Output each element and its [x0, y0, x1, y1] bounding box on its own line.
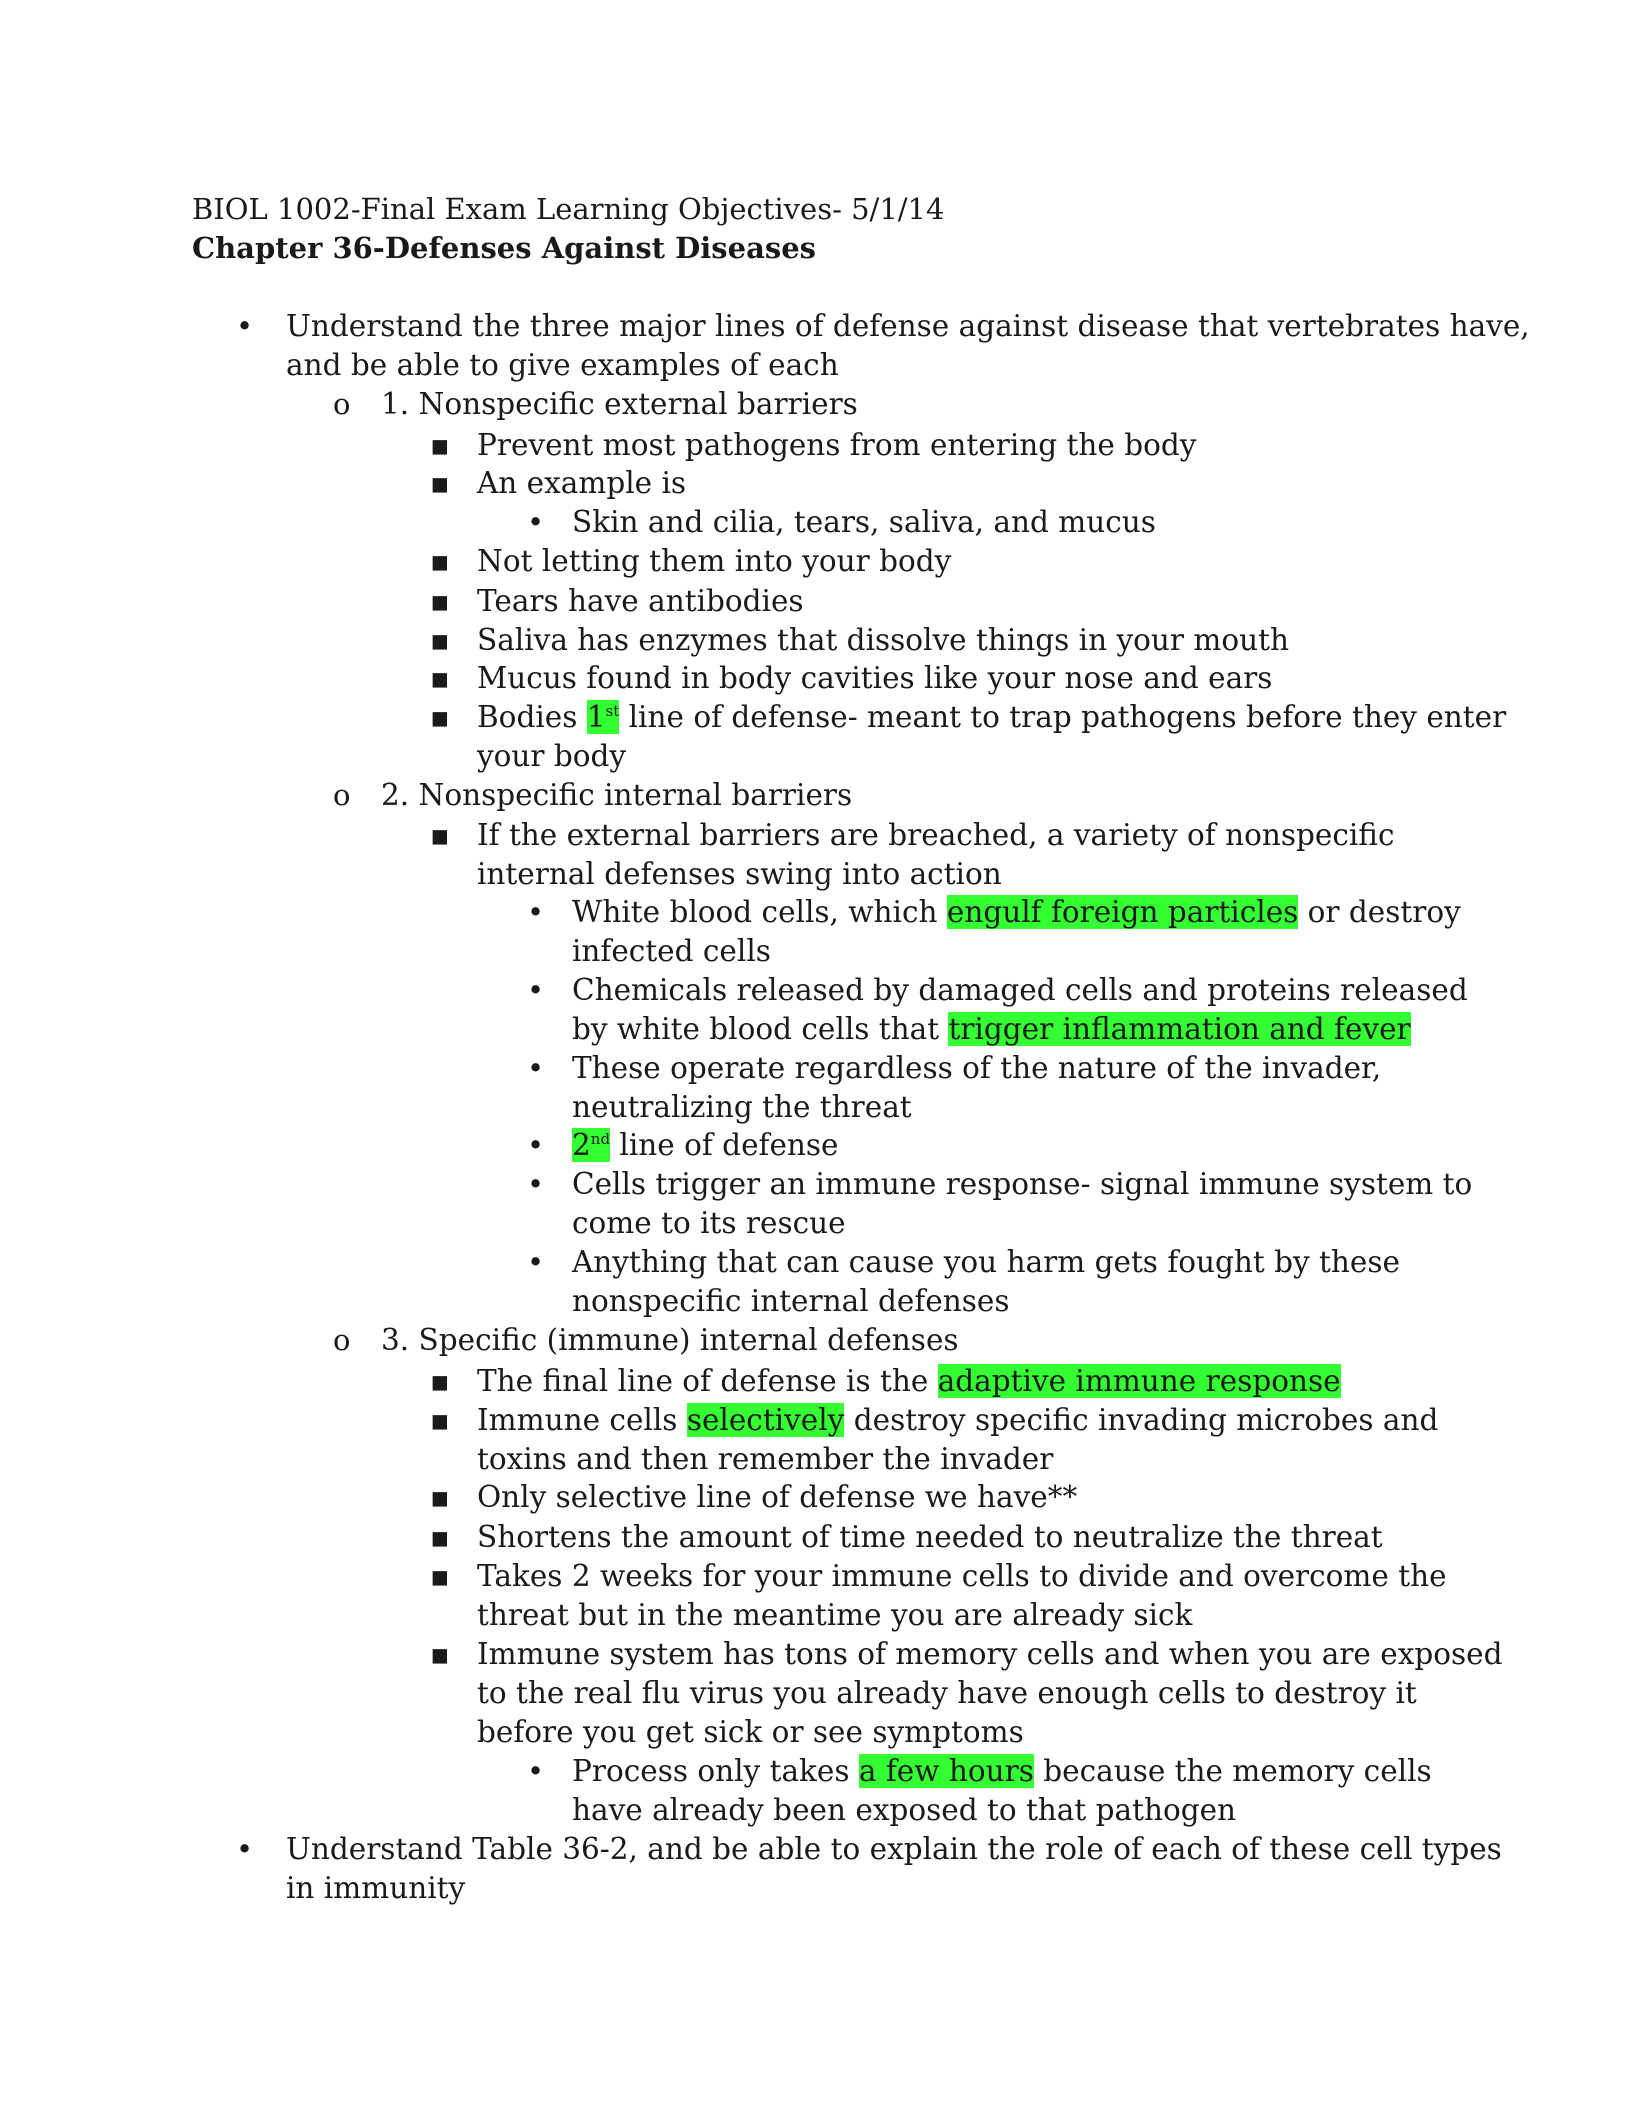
bullet-marker: •	[527, 1128, 545, 1162]
list-item: If the external barriers are breached, a variety of nonspecific	[477, 818, 1395, 852]
square-marker: ▪	[430, 1364, 450, 1398]
list-item-continued: toxins and then remember the invader	[477, 1442, 1054, 1476]
list-item: Only selective line of defense we have**	[477, 1480, 1078, 1514]
square-marker: ▪	[430, 1480, 450, 1514]
objective-2-line-1: Understand Table 36-2, and be able to explain the role of each of these cell types	[286, 1832, 1502, 1866]
list-item: 2nd line of defense	[572, 1128, 839, 1162]
bullet-marker: •	[236, 1832, 254, 1866]
list-item: White blood cells, which engulf foreign particles or destroy	[572, 895, 1461, 929]
square-marker: ▪	[430, 544, 450, 578]
square-marker: ▪	[430, 584, 450, 618]
square-marker: ▪	[430, 428, 450, 462]
highlight: 2nd	[572, 1128, 611, 1162]
list-item: Immune cells selectively destroy specific invading microbes and	[477, 1403, 1439, 1437]
sub-heading-internal: 2. Nonspecific internal barriers	[381, 778, 853, 812]
list-item: Prevent most pathogens from entering the body	[477, 428, 1197, 462]
objective-2-line-2: in immunity	[286, 1871, 466, 1905]
list-item: These operate regardless of the nature of the invader,	[572, 1051, 1382, 1085]
list-item: An example is	[477, 466, 687, 500]
bullet-marker: •	[527, 1051, 545, 1085]
square-marker: ▪	[430, 466, 450, 500]
square-marker: ▪	[430, 661, 450, 695]
highlight: selectively	[686, 1403, 845, 1437]
square-marker: ▪	[430, 623, 450, 657]
sub-heading-external: 1. Nonspecific external barriers	[381, 387, 858, 421]
list-item: Tears have antibodies	[477, 584, 804, 618]
list-item: Immune system has tons of memory cells and when you are exposed	[477, 1637, 1503, 1671]
highlight: trigger inflammation and fever	[948, 1012, 1411, 1046]
list-item-continued: come to its rescue	[572, 1206, 846, 1240]
list-item: Chemicals released by damaged cells and proteins released	[572, 973, 1468, 1007]
square-marker: ▪	[430, 1403, 450, 1437]
sub-heading-specific: 3. Specific (immune) internal defenses	[381, 1323, 959, 1357]
bullet-marker: •	[236, 309, 254, 343]
bullet-marker: •	[527, 505, 545, 539]
bullet-marker: •	[527, 895, 545, 929]
list-item-continued: infected cells	[572, 934, 771, 968]
list-item-continued: your body	[477, 739, 627, 773]
document-header	[192, 190, 944, 268]
chapter-heading: Chapter 36-Defenses Against Diseases	[192, 231, 816, 265]
objective-1-line-1: Understand the three major lines of defense against disease that vertebrates have,	[286, 309, 1530, 343]
square-marker: ▪	[430, 1559, 450, 1593]
list-item: Saliva has enzymes that dissolve things in your mouth	[477, 623, 1289, 657]
square-marker: ▪	[430, 1520, 450, 1554]
bullet-marker: •	[527, 1754, 545, 1788]
highlight: engulf foreign particles	[946, 895, 1299, 929]
bullet-marker: •	[527, 1245, 545, 1279]
circle-marker: o	[333, 1323, 351, 1357]
list-item: Shortens the amount of time needed to neutralize the threat	[477, 1520, 1383, 1554]
list-item-continued: threat but in the meantime you are already sick	[477, 1598, 1193, 1632]
square-marker: ▪	[430, 1637, 450, 1671]
list-item: Skin and cilia, tears, saliva, and mucus	[572, 505, 1156, 539]
list-item: Process only takes a few hours because the memory cells	[572, 1754, 1432, 1788]
list-item: Bodies 1st line of defense- meant to trap pathogens before they enter	[477, 700, 1507, 734]
highlight: adaptive immune response	[937, 1364, 1341, 1398]
list-item-continued: by white blood cells that trigger inflammation and fever	[572, 1012, 1411, 1046]
objective-1-line-2: and be able to give examples of each	[286, 348, 839, 382]
list-item-continued: have already been exposed to that pathogen	[572, 1793, 1237, 1827]
highlight: 1st	[586, 700, 620, 734]
list-item-continued: nonspecific internal defenses	[572, 1284, 1010, 1318]
list-item: The final line of defense is the adaptive immune response	[477, 1364, 1341, 1398]
list-item: Mucus found in body cavities like your nose and ears	[477, 661, 1273, 695]
list-item-continued: neutralizing the threat	[572, 1090, 912, 1124]
list-item-continued: to the real flu virus you already have enough cells to destroy it	[477, 1676, 1417, 1710]
highlight: a few hours	[858, 1754, 1034, 1788]
list-item: Anything that can cause you harm gets fought by these	[572, 1245, 1400, 1279]
document-title: BIOL 1002-Final Exam Learning Objectives- 5/1/14	[192, 192, 945, 226]
square-marker: ▪	[430, 700, 450, 734]
list-item-continued: before you get sick or see symptoms	[477, 1715, 1024, 1749]
circle-marker: o	[333, 387, 351, 421]
circle-marker: o	[333, 778, 351, 812]
bullet-marker: •	[527, 973, 545, 1007]
list-item-continued: internal defenses swing into action	[477, 857, 1002, 891]
list-item: Takes 2 weeks for your immune cells to divide and overcome the	[477, 1559, 1447, 1593]
list-item: Not letting them into your body	[477, 544, 952, 578]
bullet-marker: •	[527, 1167, 545, 1201]
square-marker: ▪	[430, 818, 450, 852]
list-item: Cells trigger an immune response- signal immune system to	[572, 1167, 1473, 1201]
